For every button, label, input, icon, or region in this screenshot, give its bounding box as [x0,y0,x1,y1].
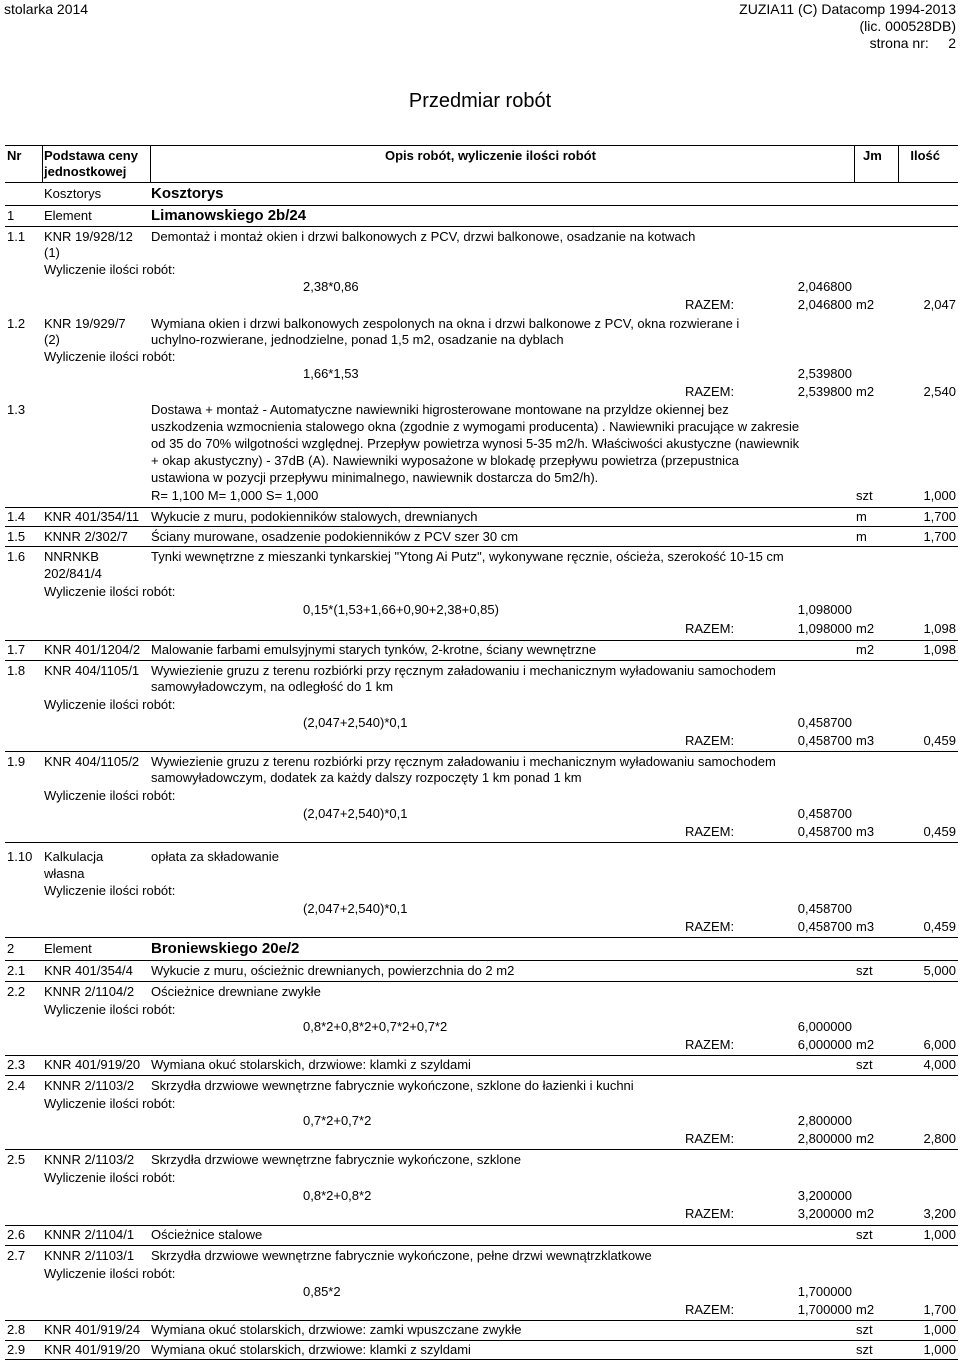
element-row [5,938,958,961]
item-knr: KNR 401/1204/2 [44,642,141,657]
col-ilosc: Ilość [910,148,940,163]
item-factors: R= 1,100 M= 1,000 S= 1,000 [151,488,319,503]
page-number: strona nr: 2 [869,35,956,51]
calc-value: 2,800000 [797,1113,852,1128]
item-knr: KNR 401/919/24 [44,1322,141,1337]
razem-label: RAZEM: [685,733,735,748]
razem-label: RAZEM: [685,919,735,934]
item-ilosc: 6,000 [923,1037,956,1052]
item-jm: m3 [856,919,875,934]
calc-label: Wyliczenie ilości robót: [44,788,176,803]
item-ilosc: 1,700 [923,529,956,544]
item-description: Demontaż i montaż okien i drzwi balkonowych z PCV, drzwi balkonowe, osadzanie na kotwach [151,229,696,244]
item-jm: m2 [856,621,875,636]
kosztorys-name: Kosztorys [151,185,224,202]
razem-value: 0,458700 [797,733,852,748]
item-jm: m2 [856,297,875,312]
item-description: Malowanie farbami emulsyjnymi starych tynków, 2-krotne, ściany wewnętrzne [151,642,597,657]
item-2-5 [5,1150,958,1226]
calc-value: 2,539800 [797,366,852,381]
item-2-6 [5,1226,958,1246]
item-description-2: samowyładowczym, dodatek za każdy dalszy rozpoczęty 1 km ponad 1 km [151,770,582,785]
table-header [5,145,958,183]
item-jm: szt [856,1322,873,1337]
item-nr: 1.9 [7,754,26,769]
item-description: Dostawa + montaż - Automatyczne nawiewniki higrosterowane montowane na przyldze okiennej bez [151,402,729,417]
item-nr: 2.6 [7,1227,26,1242]
item-jm: m2 [856,1302,875,1317]
item-ilosc: 3,200 [923,1206,956,1221]
item-2-8 [5,1321,958,1341]
item-description: Wymiana okuć stolarskich, drzwiowe: klamki z szyldami [151,1057,471,1072]
razem-value: 1,700000 [797,1302,852,1317]
item-ilosc: 1,000 [923,1342,956,1357]
item-nr: 1.8 [7,663,26,678]
item-description-3: od 35 do 70% wilgotności względnej. Przepływ powietrza wynosi 5-35 m2/h. Właściwości akustyczne (nawiewnik [151,436,800,451]
item-nr: 2.7 [7,1248,26,1263]
item-2-4 [5,1076,958,1150]
item-description: Wymiana okien i drzwi balkonowych zespolonych na okna i drzwi balkonowe z PCV, okna rozwierane i [151,316,740,331]
calc-expression: 0,7*2+0,7*2 [303,1113,372,1128]
item-jm: m3 [856,824,875,839]
item-knr: KNR 19/928/12 [44,229,133,244]
item-nr: 2.9 [7,1342,26,1357]
item-knr: KNNR 2/1104/2 [44,984,135,999]
calc-label: Wyliczenie ilości robót: [44,262,176,277]
razem-label: RAZEM: [685,297,735,312]
item-description: Ościeżnice stalowe [151,1227,263,1242]
item-2-9 [5,1341,958,1360]
item-nr: 2.1 [7,963,26,978]
item-knr-2: (1) [44,245,60,260]
item-ilosc: 1,000 [923,1227,956,1242]
item-1-6 [5,547,958,641]
razem-value: 3,200000 [797,1206,852,1221]
item-jm: m [856,529,867,544]
item-ilosc: 1,000 [923,488,956,503]
software-info [739,1,956,52]
item-description: Ściany murowane, osadzenie podokienników z PCV szer 30 cm [151,529,519,544]
item-ilosc: 0,459 [923,919,956,934]
razem-value: 1,098000 [797,621,852,636]
kosztorys-row [5,183,958,206]
item-description-2: uchylno-rozwierane, jednodzielne, ponad 1,5 m2, osadzanie na dyblach [151,332,564,347]
item-knr: KNR 401/919/20 [44,1057,141,1072]
item-2-3 [5,1056,958,1076]
calc-value: 1,098000 [797,602,852,617]
col-opis: Opis robót, wyliczenie ilości robót [385,148,596,163]
element-name: Broniewskiego 20e/2 [151,940,300,957]
razem-label: RAZEM: [685,1302,735,1317]
razem-value: 6,000000 [797,1037,852,1052]
item-knr: KNR 401/354/4 [44,963,133,978]
col-podstawa: Podstawa ceny [44,148,138,163]
item-knr: KNNR 2/1104/1 [44,1227,135,1242]
item-1-4 [5,508,958,527]
item-knr: KNR 19/929/7 [44,316,126,331]
calc-label: Wyliczenie ilości robót: [44,1266,176,1281]
calc-expression: 0,85*2 [303,1284,341,1299]
item-description: opłata za składowanie [151,849,279,864]
calc-value: 0,458700 [797,901,852,916]
item-nr: 1.1 [7,229,26,244]
element-nr: 2 [7,941,15,956]
razem-value: 2,800000 [797,1131,852,1146]
item-knr: KNNR 2/1103/1 [44,1248,135,1263]
item-ilosc: 1,098 [923,621,956,636]
calc-expression: 2,38*0,86 [303,279,359,294]
calc-value: 0,458700 [797,806,852,821]
item-nr: 1.4 [7,509,26,524]
calc-expression: (2,047+2,540)*0,1 [303,901,408,916]
item-description-2: uszkodzenia wzmocnienia stalowego okna (zgodnie z wymogami producenta) . Nawiewniki pracujące w zakresie [151,419,800,434]
razem-label: RAZEM: [685,1131,735,1146]
calc-label: Wyliczenie ilości robót: [44,1096,176,1111]
item-description: Wykucie z muru, podokienników stalowych, drewnianych [151,509,478,524]
calc-label: Wyliczenie ilości robót: [44,584,176,599]
item-description: Skrzydła drzwiowe wewnętrzne fabrycznie wykończone, szklone do łazienki i kuchni [151,1078,634,1093]
col-jm: Jm [863,148,882,163]
item-1-9 [5,752,958,843]
calc-value: 0,458700 [797,715,852,730]
razem-label: RAZEM: [685,1037,735,1052]
calc-expression: 0,15*(1,53+1,66+0,90+2,38+0,85) [303,602,499,617]
calc-expression: (2,047+2,540)*0,1 [303,715,408,730]
razem-label: RAZEM: [685,824,735,839]
calc-label: Wyliczenie ilości robót: [44,1002,176,1017]
razem-label: RAZEM: [685,1206,735,1221]
item-1-3 [5,400,958,508]
item-description: Skrzydła drzwiowe wewnętrzne fabrycznie wykończone, szklone [151,1152,521,1167]
item-ilosc: 5,000 [923,963,956,978]
item-jm: m2 [856,384,875,399]
item-description: Wykucie z muru, ościeżnic drewnianych, powierzchnia do 2 m2 [151,963,515,978]
calc-label: Wyliczenie ilości robót: [44,697,176,712]
calc-value: 3,200000 [797,1188,852,1203]
razem-value: 2,046800 [797,297,852,312]
element-label: Element [44,208,92,223]
item-jm: m2 [856,1131,875,1146]
calc-value: 1,700000 [797,1284,852,1299]
item-jm: m3 [856,733,875,748]
item-knr: NNRNKB [44,549,99,564]
item-nr: 1.2 [7,316,26,331]
item-knr-2: (2) [44,332,60,347]
razem-value: 0,458700 [797,824,852,839]
page-title: Przedmiar robót [408,90,552,112]
item-ilosc: 2,540 [923,384,956,399]
item-knr-2: własna [44,866,85,881]
item-2-2 [5,982,958,1056]
item-description: Ościeżnice drewniane zwykłe [151,984,321,999]
item-knr: KNR 401/354/11 [44,509,140,524]
item-knr: KNNR 2/1103/2 [44,1152,135,1167]
item-jm: m2 [856,1206,875,1221]
item-jm: szt [856,1227,873,1242]
calc-label: Wyliczenie ilości robót: [44,1170,176,1185]
item-nr: 1.5 [7,529,26,544]
element-label: Element [44,941,92,956]
item-description: Wymiana okuć stolarskich, drzwiowe: klamki z szyldami [151,1342,471,1357]
item-knr: Kalkulacja [44,849,104,864]
item-description-4: + okap akustyczny) - 37dB (A). Nawiewniki wyposażone w blokadę przepływu powietrza (przepustnica [151,453,739,468]
item-description-2: samowyładowczym, na odległość do 1 km [151,679,394,694]
element-nr: 1 [7,208,15,223]
item-1-2 [5,314,958,400]
col-nr: Nr [7,148,22,163]
calc-value: 6,000000 [797,1019,852,1034]
item-ilosc: 1,700 [923,1302,956,1317]
calc-value: 2,046800 [797,279,852,294]
item-ilosc: 2,047 [923,297,956,312]
item-jm: szt [856,1057,873,1072]
item-description: Skrzydła drzwiowe wewnętrzne fabrycznie wykończone, pełne drzwi wewnątrzklatkowe [151,1248,652,1263]
item-1-7 [5,641,958,661]
item-nr: 2.3 [7,1057,26,1072]
calc-expression: (2,047+2,540)*0,1 [303,806,408,821]
item-2-7 [5,1246,958,1321]
razem-value: 2,539800 [797,384,852,399]
document-name: stolarka 2014 [4,1,89,17]
item-1-1 [5,227,958,314]
item-knr: KNR 404/1105/1 [44,663,140,678]
item-2-1 [5,961,958,982]
item-description: Wywiezienie gruzu z terenu rozbiórki przy ręcznym załadowaniu i mechanicznym wyładowaniu samochodem [151,754,776,769]
item-nr: 2.5 [7,1152,26,1167]
item-jm: m2 [856,1037,875,1052]
item-description: Tynki wewnętrzne z mieszanki tynkarskiej "Ytong Ai Putz", wykonywane ręcznie, ościeża, szerokość 10-15 cm [151,549,784,564]
element-row [5,206,958,227]
item-1-8 [5,661,958,752]
license-info: (lic. 000528DB) [859,18,956,34]
item-nr: 2.4 [7,1078,26,1093]
item-ilosc: 1,000 [923,1322,956,1337]
kosztorys-label: Kosztorys [44,186,102,201]
software-name: ZUZIA11 (C) Datacomp 1994-2013 [739,1,956,17]
item-nr: 1.3 [7,402,26,417]
cost-table [5,145,958,1360]
item-description: Wymiana okuć stolarskich, drzwiowe: zamki wpuszczane zwykłe [151,1322,522,1337]
item-ilosc: 0,459 [923,824,956,839]
calc-expression: 0,8*2+0,8*2+0,7*2+0,7*2 [303,1019,448,1034]
item-ilosc: 2,800 [923,1131,956,1146]
item-nr: 2.8 [7,1322,26,1337]
calc-label: Wyliczenie ilości robót: [44,349,176,364]
item-nr: 1.6 [7,549,26,564]
item-knr: KNNR 2/302/7 [44,529,128,544]
item-description: Wywiezienie gruzu z terenu rozbiórki przy ręcznym załadowaniu i mechanicznym wyładowaniu samochodem [151,663,776,678]
element-name: Limanowskiego 2b/24 [151,207,307,224]
item-ilosc: 1,098 [923,642,956,657]
item-jm: szt [856,488,873,503]
col-podstawa-2: jednostkowej [44,164,127,179]
item-nr: 2.2 [7,984,26,999]
item-knr: KNNR 2/1103/2 [44,1078,135,1093]
item-1-10 [5,843,958,938]
item-jm: szt [856,963,873,978]
item-nr: 1.7 [7,642,26,657]
item-knr: KNR 401/919/20 [44,1342,141,1357]
item-ilosc: 1,700 [923,509,956,524]
item-jm: szt [856,1342,873,1357]
razem-label: RAZEM: [685,384,735,399]
item-nr: 1.10 [7,849,33,864]
item-knr-2: 202/841/4 [44,566,102,581]
razem-label: RAZEM: [685,621,735,636]
calc-label: Wyliczenie ilości robót: [44,883,176,898]
item-jm: m2 [856,642,875,657]
item-jm: m [856,509,867,524]
item-knr: KNR 404/1105/2 [44,754,140,769]
item-1-5 [5,527,958,547]
calc-expression: 1,66*1,53 [303,366,359,381]
item-ilosc: 4,000 [923,1057,956,1072]
item-description-5: ustawiona w pozycji przepływu minimalnego, nawiewnik dostarcza do 5m2/h). [151,470,599,485]
razem-value: 0,458700 [797,919,852,934]
item-ilosc: 0,459 [923,733,956,748]
calc-expression: 0,8*2+0,8*2 [303,1188,372,1203]
